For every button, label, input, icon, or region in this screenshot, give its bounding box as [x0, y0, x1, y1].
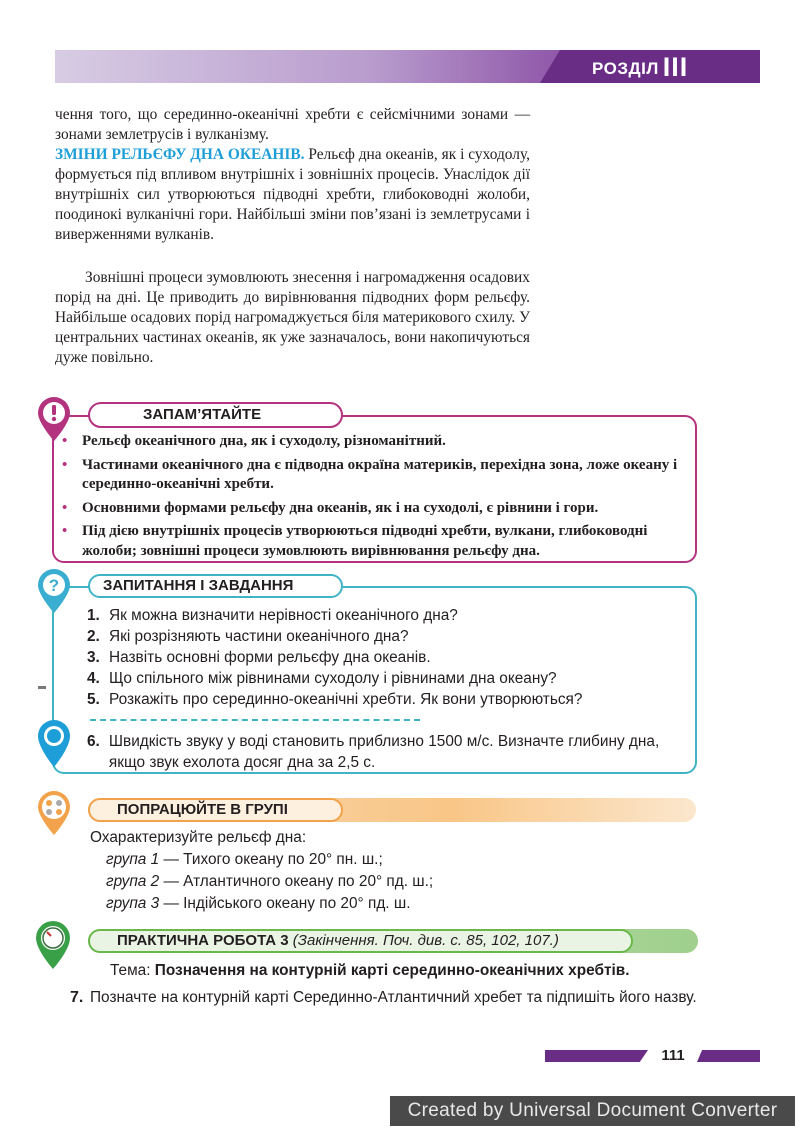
question-item: 6. Швидкість звуку у воді становить приблизно 1500 м/с. Визначте глибину дна, якщо звук ехолота досяг дна за 2,5 с. — [87, 733, 660, 771]
remember-item: • Рельєф океанічного дна, як і суходолу, різноманітний. — [62, 433, 446, 449]
question-item: 2. Які розрізняють частини океанічного дна? — [87, 628, 409, 645]
svg-text:?: ? — [48, 576, 60, 595]
paragraph-3: Зовнішні процеси зумовлюють знесення і нагромадження осадових порід на дні. Це приводить до вирівнювання підводних форм рельєфу. Найбільше осадових порід нагромаджується біля материкового схилу. У центральних частинах океанів, як уже зазначалось, вони накопичуються дуже повільно. — [55, 269, 530, 366]
question-item: 3. Назвіть основні форми рельєфу дна океанів. — [87, 649, 431, 666]
remember-list — [60, 432, 685, 565]
remember-item: • Під дією внутрішніх процесів утворюються підводні хребти, вулкани, глибоководні жолоби; зовнішні процеси зумовлюють вирівнювання рельєфу дна. — [62, 523, 648, 559]
circle-marker-icon — [36, 718, 72, 768]
remember-item: • Частинами океанічного дна є підводна окраїна материків, перехідна зона, ложе океану і серединно-океанічні хребти. — [62, 456, 678, 492]
group-intro: Охарактеризуйте рельєф дна: — [90, 829, 307, 846]
questions-pin — [36, 568, 72, 614]
group-text — [90, 827, 690, 915]
questions-title: ЗАПИТАННЯ І ЗАВДАННЯ — [103, 577, 294, 594]
question-item: 5. Розкажіть про серединно-океанічні хребти. Як вони утворюються? — [87, 691, 583, 708]
questions-divider — [90, 719, 420, 721]
practical-pin — [34, 920, 72, 970]
paragraph-2-text: Рельєф дна океанів, як і суходолу, формується під впливом внутрішніх і зовнішніх процесів. Унаслідок дії внутрішніх сил утворюються підводні хребти, глибоководні жолоби, поодинокі вулканічні гори. Найбільші зміни пов’язані із землетрусами і виверженнями вулканів. — [55, 146, 530, 243]
section-label — [592, 52, 688, 84]
question-item: 1. Як можна визначити нерівності океанічного дна? — [87, 607, 458, 624]
remember-title: ЗАПАМ’ЯТАЙТЕ — [143, 406, 262, 423]
compass-icon — [34, 920, 72, 970]
practical-theme: Тема: Позначення на контурній карті серединно-океанічних хребтів. — [110, 962, 630, 979]
watermark: Created by Universal Document Converter — [390, 1096, 795, 1126]
questions-list — [87, 605, 687, 710]
remember-item: • Основними формами рельєфу дна океанів, як і на суходолі, є рівнини і гори. — [62, 499, 599, 516]
group-title: ПОПРАЦЮЙТЕ В ГРУПІ — [117, 801, 288, 818]
practical-task: 7. Позначте на контурній карті Серединно-Атлантичний хребет та підпишіть його назву. — [70, 989, 697, 1006]
footer-band-right — [697, 1050, 760, 1062]
paragraph-1: чення того, що серединно-океанічні хребти є сейсмічними зонами — зонами землетрусів і вулканізму. — [55, 106, 530, 143]
group-pin — [36, 790, 72, 836]
footer-band-left — [545, 1050, 648, 1062]
extra-task — [87, 731, 687, 773]
paragraph-2-heading: ЗМІНИ РЕЛЬЄФУ ДНА ОКЕАНІВ. — [55, 146, 305, 163]
question-item: 4. Що спільного між рівнинами суходолу і рівнинами дна океану? — [87, 670, 557, 687]
extra-task-pin — [36, 718, 72, 768]
group-item: група 2 — Атлантичного океану по 20° пд. ш.; — [106, 873, 434, 890]
section-number: III — [662, 52, 689, 82]
section-word: РОЗДІЛ — [592, 59, 659, 78]
practical-title: ПРАКТИЧНА РОБОТА 3 (Закінчення. Поч. див. с. 85, 102, 107.) — [117, 932, 559, 949]
margin-mark — [38, 686, 46, 689]
question-icon — [36, 568, 72, 614]
group-item: група 3 — Індійського океану по 20° пд. ш. — [106, 895, 411, 912]
group-item: група 1 — Тихого океану по 20° пн. ш.; — [106, 851, 383, 868]
paragraph-2 — [55, 145, 530, 245]
group-icon — [36, 790, 72, 836]
page-number: 111 — [661, 1047, 685, 1064]
